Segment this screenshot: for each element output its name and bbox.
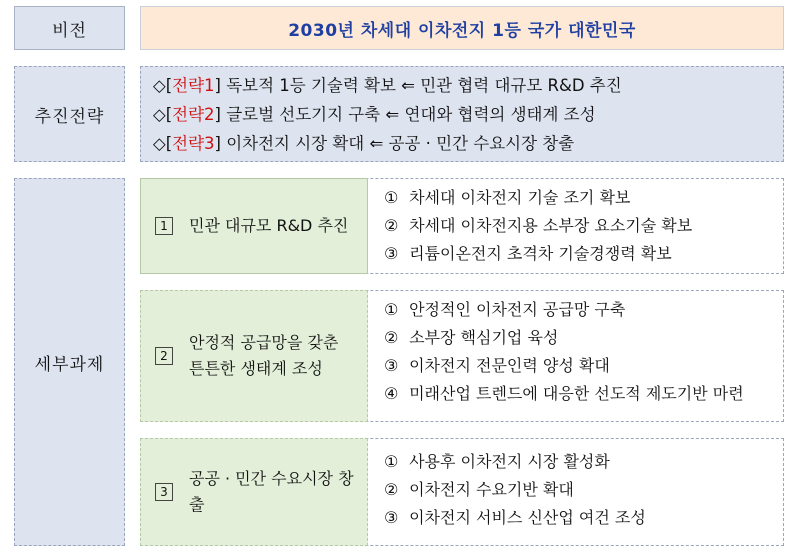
item-marker: ② bbox=[384, 480, 399, 499]
strategy-line-2 bbox=[153, 100, 783, 129]
task-area-3-items bbox=[370, 438, 784, 546]
item-text: 이차전지 전문인력 양성 확대 bbox=[409, 356, 610, 375]
task-item bbox=[384, 352, 784, 380]
strategy-label-text: 추진전략 bbox=[34, 106, 105, 127]
task-area-1-title bbox=[140, 178, 368, 274]
item-marker: ④ bbox=[384, 384, 399, 403]
strategy-tag: 전략3 bbox=[172, 134, 215, 153]
task-number-badge: 2 bbox=[155, 347, 173, 365]
vision-label-text: 비전 bbox=[52, 20, 87, 41]
vision-label bbox=[14, 6, 125, 50]
item-text: 이차전지 수요기반 확대 bbox=[409, 480, 574, 499]
item-text: 미래산업 트렌드에 대응한 선도적 제도기반 마련 bbox=[409, 384, 744, 403]
vision-text: 2030년 차세대 이차전지 1등 국가 대한민국 bbox=[288, 20, 636, 41]
strategy-tag: 전략1 bbox=[172, 76, 215, 95]
item-text: 안정적인 이차전지 공급망 구축 bbox=[409, 300, 626, 319]
strategy-tag: 전략2 bbox=[172, 105, 215, 124]
item-text: 차세대 이차전지 기술 조기 확보 bbox=[409, 188, 631, 207]
task-item bbox=[384, 184, 784, 212]
task-title-line: 민관 대규모 R&D 추진 bbox=[189, 216, 349, 235]
task-item bbox=[384, 212, 784, 240]
item-marker: ① bbox=[384, 452, 399, 471]
task-item bbox=[384, 380, 784, 408]
strategy-text: ] 글로벌 선도기지 구축 ⇐ 연대와 협력의 생태계 조성 bbox=[214, 105, 596, 124]
tasks-label-text: 세부과제 bbox=[34, 354, 105, 375]
item-marker: ③ bbox=[384, 356, 399, 375]
strategy-line-1 bbox=[153, 71, 783, 100]
task-number-badge: 1 bbox=[155, 217, 173, 235]
task-area-3-title bbox=[140, 438, 368, 546]
item-text: 이차전지 서비스 신산업 여건 조성 bbox=[409, 508, 646, 527]
task-title-line: 튼튼한 생태계 조성 bbox=[189, 359, 323, 378]
item-text: 소부장 핵심기업 육성 bbox=[409, 328, 559, 347]
task-area-2-items bbox=[370, 290, 784, 422]
strategy-prefix: ◇[ bbox=[153, 105, 173, 124]
strategy-prefix: ◇[ bbox=[153, 76, 173, 95]
task-number-badge: 3 bbox=[155, 483, 173, 501]
item-marker: ② bbox=[384, 328, 399, 347]
task-item bbox=[384, 296, 784, 324]
item-text: 차세대 이차전지용 소부장 요소기술 확보 bbox=[409, 216, 693, 235]
task-area-1-items bbox=[370, 178, 784, 274]
task-item bbox=[384, 448, 784, 476]
strategy-text: ] 독보적 1등 기술력 확보 ⇐ 민관 협력 대규모 R&D 추진 bbox=[214, 76, 622, 95]
item-text: 사용후 이차전지 시장 활성화 bbox=[409, 452, 610, 471]
item-marker: ② bbox=[384, 216, 399, 235]
item-marker: ① bbox=[384, 300, 399, 319]
strategy-label bbox=[14, 66, 125, 162]
task-item bbox=[384, 476, 784, 504]
task-area-2-title bbox=[140, 290, 368, 422]
tasks-label bbox=[14, 178, 125, 546]
task-item bbox=[384, 240, 784, 268]
vision-banner bbox=[140, 6, 784, 50]
task-title-line: 공공 · 민간 수요시장 창출 bbox=[189, 469, 354, 514]
item-marker: ① bbox=[384, 188, 399, 207]
strategy-panel bbox=[140, 66, 784, 162]
task-item bbox=[384, 324, 784, 352]
strategy-line-3 bbox=[153, 129, 783, 158]
task-title-line: 안정적 공급망을 갖춘 bbox=[189, 333, 339, 352]
item-marker: ③ bbox=[384, 244, 399, 263]
strategy-prefix: ◇[ bbox=[153, 134, 173, 153]
item-marker: ③ bbox=[384, 508, 399, 527]
task-item bbox=[384, 504, 784, 532]
item-text: 리튬이온전지 초격차 기술경쟁력 확보 bbox=[409, 244, 672, 263]
strategy-text: ] 이차전지 시장 확대 ⇐ 공공 · 민간 수요시장 창출 bbox=[214, 134, 575, 153]
